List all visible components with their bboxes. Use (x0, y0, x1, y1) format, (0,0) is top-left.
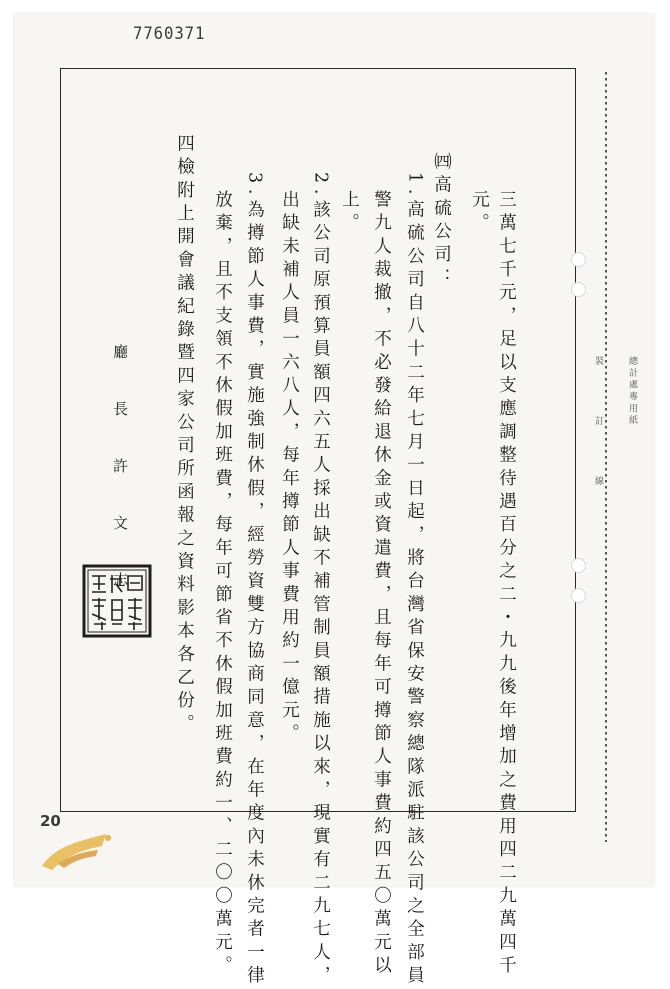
stationery-label: 總 計 處 專 用 紙 (627, 356, 637, 425)
body-column-3-heading: ㈣高硫公司： (431, 152, 452, 292)
body-column-4: 1.高硫公司自八十二年七月一日起，將台灣省保安警察總隊派駐該公司之全部員 (404, 172, 425, 989)
body-column-11: 四檢附上開會議紀錄暨四家公司所函報之資料影本各乙份。 (174, 134, 195, 738)
binding-hole (571, 588, 586, 603)
binding-hole (571, 252, 586, 267)
signature: 廳長許文志 (111, 344, 129, 629)
body-column-2: 元。 (469, 190, 490, 237)
page-number: 20 (40, 812, 61, 830)
body-column-10: 放棄，且不支領不休假加班費，每年可節省不休假加班費約一、二〇〇萬元。 (212, 190, 233, 979)
body-column-8: 出缺未補人員一六八人，每年撙節人事費用約一億元。 (279, 190, 300, 747)
body-column-9: 3.為撙節人事費，實施強制休假，經勞資雙方協商同意，在年度內未休完者一律 (244, 172, 265, 989)
document-number: 7760371 (133, 24, 206, 44)
body-column-5: 警九人裁撤，不必發給退休金或資遣費，且每年可撙節人事費約四五〇萬元以 (371, 190, 392, 979)
binding-hole (571, 558, 586, 573)
body-column-6: 上。 (339, 190, 360, 237)
binding-line-label: 裝 訂 線 (593, 356, 603, 491)
body-column-1: 三萬七千元，足以支應調整待遇百分之二・九九後年增加之費用四二九萬四千 (496, 190, 517, 979)
body-column-7: 2.該公司原預算員額四六五人採出缺不補管制員額措施以來，現實有二九七人， (310, 172, 331, 989)
archive-logo-icon (36, 826, 116, 874)
official-seal (82, 564, 152, 638)
binding-hole (571, 282, 586, 297)
binding-dotted-line (605, 72, 607, 842)
